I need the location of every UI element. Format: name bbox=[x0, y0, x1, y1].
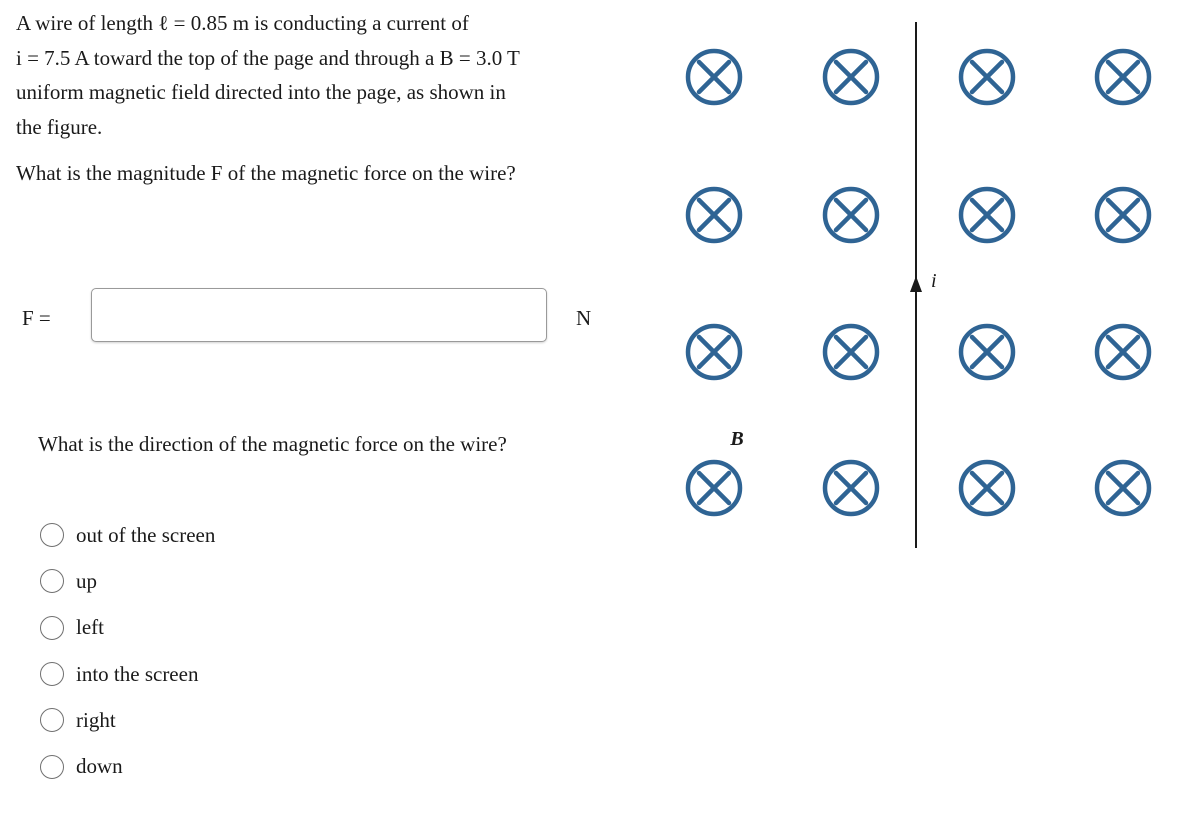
field-into-page-icon bbox=[1097, 462, 1149, 514]
option-label: right bbox=[76, 707, 116, 732]
field-into-page-icon bbox=[688, 189, 740, 241]
magnitude-answer-row bbox=[22, 288, 602, 344]
radio-button[interactable] bbox=[40, 755, 64, 779]
option-right[interactable] bbox=[40, 697, 215, 743]
radio-button[interactable] bbox=[40, 616, 64, 640]
magnetic-field-figure bbox=[670, 10, 1170, 565]
question-magnitude: What is the magnitude F of the magnetic force on the wire? bbox=[16, 161, 516, 185]
direction-options bbox=[40, 512, 215, 790]
field-into-page-icon bbox=[1097, 189, 1149, 241]
current-label: i bbox=[931, 270, 937, 292]
magnitude-answer-input[interactable] bbox=[91, 288, 547, 342]
problem-statement bbox=[16, 6, 616, 191]
radio-button[interactable] bbox=[40, 569, 64, 593]
question-direction: What is the direction of the magnetic force on the wire? bbox=[38, 432, 507, 456]
field-into-page-icon bbox=[1097, 326, 1149, 378]
option-label: up bbox=[76, 568, 97, 593]
answer-label: F = bbox=[22, 306, 51, 330]
field-into-page-icon bbox=[825, 326, 877, 378]
radio-button[interactable] bbox=[40, 523, 64, 547]
option-label: left bbox=[76, 615, 104, 640]
field-into-page-icon bbox=[961, 189, 1013, 241]
field-into-page-icon bbox=[825, 51, 877, 103]
field-into-page-icon bbox=[825, 462, 877, 514]
radio-button[interactable] bbox=[40, 662, 64, 686]
option-up[interactable] bbox=[40, 558, 215, 604]
answer-unit: N bbox=[576, 306, 592, 330]
current-arrow-icon bbox=[910, 276, 922, 292]
field-into-page-grid bbox=[688, 51, 1149, 514]
option-left[interactable] bbox=[40, 605, 215, 651]
field-into-page-icon bbox=[961, 326, 1013, 378]
field-into-page-icon bbox=[825, 189, 877, 241]
radio-button[interactable] bbox=[40, 708, 64, 732]
field-label: B bbox=[730, 428, 744, 450]
option-label: out of the screen bbox=[76, 522, 216, 547]
field-into-page-icon bbox=[961, 462, 1013, 514]
field-into-page-icon bbox=[961, 51, 1013, 103]
problem-line-3: uniform magnetic field directed into the page, as shown in bbox=[16, 80, 506, 104]
problem-line-4: the figure. bbox=[16, 114, 103, 139]
problem-line-1: A wire of length ℓ = 0.85 m is conducting a current of bbox=[16, 11, 469, 35]
option-down[interactable] bbox=[40, 743, 215, 789]
field-into-page-icon bbox=[688, 326, 740, 378]
figure-svg bbox=[670, 10, 1170, 560]
option-label: into the screen bbox=[76, 661, 199, 686]
field-into-page-icon bbox=[688, 462, 740, 514]
option-into-screen[interactable] bbox=[40, 651, 215, 697]
field-into-page-icon bbox=[688, 51, 740, 103]
problem-line-2: i = 7.5 A toward the top of the page and through a B = 3.0 T bbox=[16, 45, 520, 70]
option-out-of-screen[interactable] bbox=[40, 512, 215, 558]
option-label: down bbox=[76, 754, 123, 779]
field-into-page-icon bbox=[1097, 51, 1149, 103]
